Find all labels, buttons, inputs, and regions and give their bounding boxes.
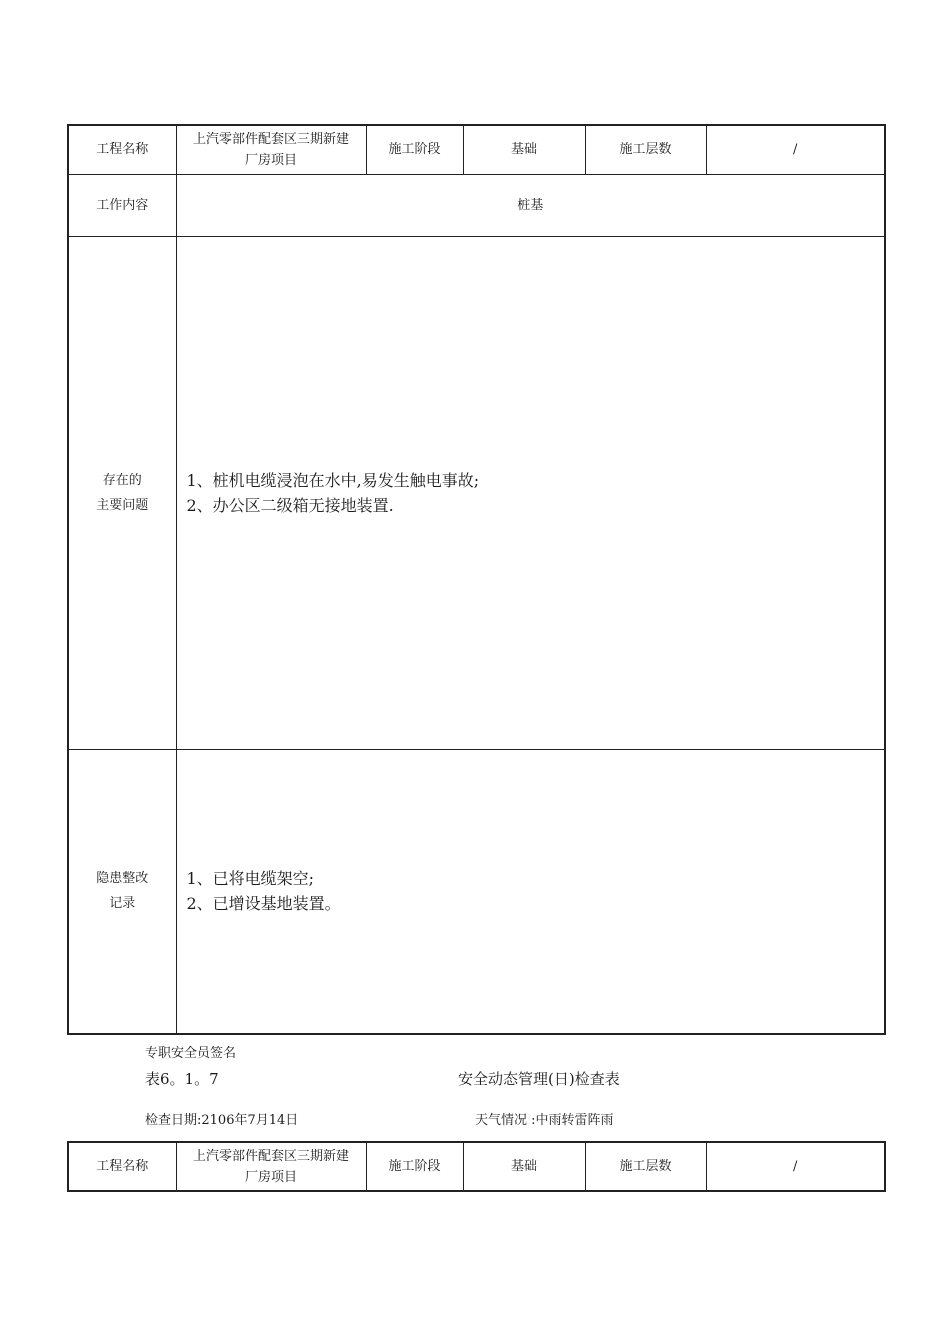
problems-row: [68, 236, 885, 749]
floors-value: /: [706, 125, 885, 174]
floors-value: /: [706, 1142, 885, 1191]
rectify-content: [176, 749, 885, 1034]
work-row: [68, 174, 885, 236]
phase-label: 施工阶段: [366, 1142, 463, 1191]
problems-label: 存在的 主要问题: [68, 236, 176, 749]
floors-label: 施工层数: [585, 1142, 706, 1191]
project-label: 工程名称: [68, 125, 176, 174]
floors-label: 施工层数: [585, 125, 706, 174]
header-row: [68, 1142, 885, 1191]
phase-value: 基础: [463, 1142, 585, 1191]
project-name: 上汽零部件配套区三期新建 厂房项目: [176, 1142, 366, 1191]
inspection-table: [67, 124, 886, 1035]
phase-value: 基础: [463, 125, 585, 174]
table-number: 表6。1。7: [145, 1070, 219, 1088]
problem-item: 1、桩机电缆浸泡在水中,易发生触电事故;: [186, 470, 480, 490]
form-title: 安全动态管理(日)检查表: [458, 1070, 620, 1088]
inspection-table-next: [67, 1141, 886, 1192]
problems-content: [176, 236, 885, 749]
header-row: [68, 125, 885, 174]
problem-item: 2、办公区二级箱无接地装置.: [186, 495, 394, 515]
rectify-item: 1、已将电缆架空;: [186, 869, 315, 889]
weather: 天气情况 :中雨转雷阵雨: [475, 1113, 614, 1128]
rectify-row: [68, 749, 885, 1034]
work-label: 工作内容: [68, 174, 176, 236]
rectify-label: 隐患整改 记录: [68, 749, 176, 1034]
project-label: 工程名称: [68, 1142, 176, 1191]
phase-label: 施工阶段: [366, 125, 463, 174]
check-date: 检查日期:2106年7月14日: [145, 1113, 299, 1128]
project-name: 上汽零部件配套区三期新建 厂房项目: [176, 125, 366, 174]
work-value: 桩基: [176, 174, 885, 236]
signature-label: 专职安全员签名: [145, 1046, 237, 1061]
rectify-item: 2、已增设基地装置。: [186, 894, 341, 914]
